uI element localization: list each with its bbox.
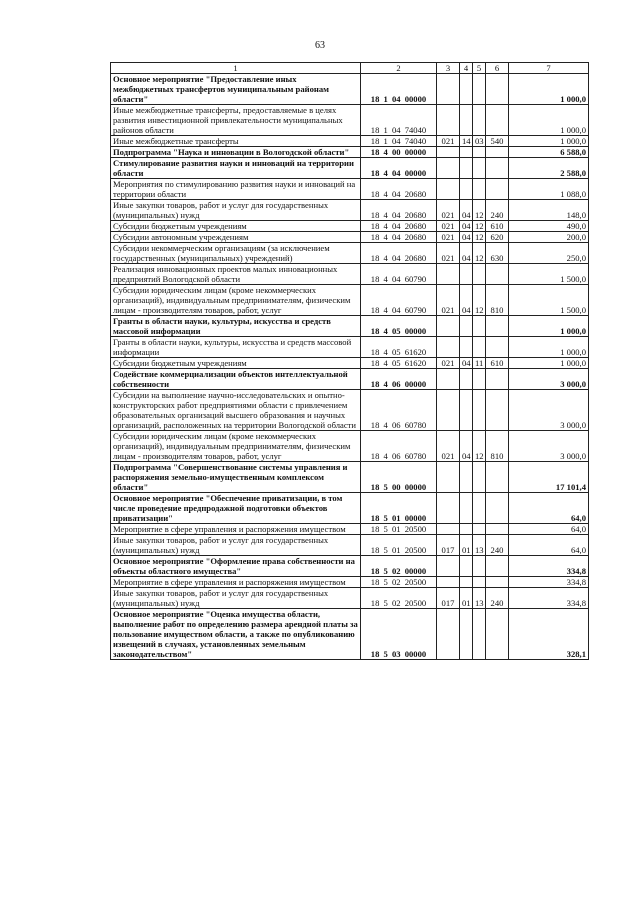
- row-code: 18 4 06 60780: [361, 431, 437, 462]
- row-section-code: [460, 369, 473, 390]
- column-header: 2: [361, 63, 437, 74]
- row-name: Иные закупки товаров, работ и услуг для государственных (муниципальных) нужд: [111, 535, 361, 556]
- row-expense-type: [486, 74, 509, 105]
- row-expense-type: 620: [486, 232, 509, 243]
- row-name: Подпрограмма "Совершенствование системы управления и распоряжения земельно-имущественным комплексом области": [111, 462, 361, 493]
- row-expense-type: 810: [486, 285, 509, 316]
- row-name: Субсидии юридическим лицам (кроме некоммерческих организаций), индивидуальным предпринимателям, физическим лицам - производителям товаров, работ, услуг: [111, 431, 361, 462]
- row-ministry-code: [437, 577, 460, 588]
- row-name: Субсидии бюджетным учреждениям: [111, 358, 361, 369]
- row-section-code: 04: [460, 431, 473, 462]
- row-name: Гранты в области науки, культуры, искусства и средств массовой информации: [111, 316, 361, 337]
- row-subsection-code: 11: [473, 358, 486, 369]
- table-header-row: [111, 63, 589, 74]
- row-amount: 1 000,0: [509, 136, 589, 147]
- row-ministry-code: [437, 369, 460, 390]
- row-name: Мероприятия по стимулированию развития науки и инноваций на территории области: [111, 179, 361, 200]
- row-code: 18 5 02 00000: [361, 556, 437, 577]
- row-name: Основное мероприятие "Предоставление иных межбюджетных трансфертов муниципальным районам области": [111, 74, 361, 105]
- row-name: Субсидии юридическим лицам (кроме некоммерческих организаций), индивидуальным предпринимателям, физическим лицам - производителям товаров, работ, услуг: [111, 285, 361, 316]
- table-row: [111, 556, 589, 577]
- row-amount: 1 000,0: [509, 74, 589, 105]
- row-section-code: [460, 609, 473, 660]
- row-name: Иные межбюджетные трансферты: [111, 136, 361, 147]
- row-ministry-code: [437, 147, 460, 158]
- row-code: 18 5 02 20500: [361, 588, 437, 609]
- row-section-code: 01: [460, 535, 473, 556]
- row-expense-type: 610: [486, 221, 509, 232]
- row-name: Стимулирование развития науки и инноваций на территории области: [111, 158, 361, 179]
- row-code: 18 4 05 61620: [361, 337, 437, 358]
- column-header: 4: [460, 63, 473, 74]
- column-header: 5: [473, 63, 486, 74]
- row-subsection-code: 12: [473, 221, 486, 232]
- row-name: Подпрограмма "Наука и инновации в Вологодской области": [111, 147, 361, 158]
- row-amount: 334,8: [509, 556, 589, 577]
- row-amount: 3 000,0: [509, 369, 589, 390]
- row-section-code: [460, 105, 473, 136]
- row-ministry-code: [437, 609, 460, 660]
- row-ministry-code: 021: [437, 136, 460, 147]
- row-name: Иные межбюджетные трансферты, предоставляемые в целях развития инвестиционной привлекательности муниципальных районов области: [111, 105, 361, 136]
- row-subsection-code: [473, 147, 486, 158]
- row-expense-type: 810: [486, 431, 509, 462]
- row-subsection-code: [473, 493, 486, 524]
- row-code: 18 4 06 00000: [361, 369, 437, 390]
- row-code: 18 4 06 60780: [361, 390, 437, 431]
- row-expense-type: 610: [486, 358, 509, 369]
- row-subsection-code: [473, 390, 486, 431]
- row-section-code: 01: [460, 588, 473, 609]
- row-subsection-code: [473, 524, 486, 535]
- row-code: 18 4 04 20680: [361, 200, 437, 221]
- row-code: 18 1 04 00000: [361, 74, 437, 105]
- row-ministry-code: 021: [437, 243, 460, 264]
- table-row: [111, 221, 589, 232]
- row-amount: 64,0: [509, 493, 589, 524]
- row-subsection-code: [473, 462, 486, 493]
- row-subsection-code: 13: [473, 588, 486, 609]
- row-subsection-code: [473, 369, 486, 390]
- row-ministry-code: [437, 493, 460, 524]
- row-section-code: [460, 264, 473, 285]
- row-name: Основное мероприятие "Обеспечение приватизации, в том числе проведение предпродажной подготовки объектов приватизации": [111, 493, 361, 524]
- table-row: [111, 200, 589, 221]
- table-row: [111, 390, 589, 431]
- row-expense-type: 630: [486, 243, 509, 264]
- row-subsection-code: 12: [473, 200, 486, 221]
- row-code: 18 5 03 00000: [361, 609, 437, 660]
- row-code: 18 4 04 60790: [361, 264, 437, 285]
- table-row: [111, 243, 589, 264]
- row-name: Основное мероприятие "Оценка имущества области, выполнение работ по определению размера арендной платы за пользование имуществом области, а также по опубликованию извещений в случаях, установленных земельным законодательством": [111, 609, 361, 660]
- row-subsection-code: [473, 74, 486, 105]
- table-row: [111, 609, 589, 660]
- row-amount: 148,0: [509, 200, 589, 221]
- row-subsection-code: [473, 179, 486, 200]
- row-section-code: [460, 493, 473, 524]
- row-section-code: [460, 337, 473, 358]
- row-section-code: 04: [460, 358, 473, 369]
- table-row: [111, 358, 589, 369]
- row-name: Мероприятие в сфере управления и распоряжения имуществом: [111, 577, 361, 588]
- row-ministry-code: 021: [437, 232, 460, 243]
- table-row: [111, 136, 589, 147]
- row-code: 18 4 05 61620: [361, 358, 437, 369]
- row-expense-type: [486, 577, 509, 588]
- row-subsection-code: [473, 556, 486, 577]
- row-name: Иные закупки товаров, работ и услуг для государственных (муниципальных) нужд: [111, 200, 361, 221]
- row-code: 18 5 02 20500: [361, 577, 437, 588]
- row-ministry-code: [437, 337, 460, 358]
- row-section-code: [460, 524, 473, 535]
- row-expense-type: [486, 316, 509, 337]
- row-amount: 250,0: [509, 243, 589, 264]
- page-number: 63: [315, 40, 325, 51]
- row-section-code: 04: [460, 285, 473, 316]
- row-amount: 200,0: [509, 232, 589, 243]
- row-code: 18 5 00 00000: [361, 462, 437, 493]
- row-amount: 334,8: [509, 577, 589, 588]
- row-name: Иные закупки товаров, работ и услуг для государственных (муниципальных) нужд: [111, 588, 361, 609]
- row-expense-type: [486, 264, 509, 285]
- row-name: Субсидии автономным учреждениям: [111, 232, 361, 243]
- row-amount: 328,1: [509, 609, 589, 660]
- row-section-code: [460, 390, 473, 431]
- row-code: 18 4 04 20680: [361, 179, 437, 200]
- row-code: 18 4 04 20680: [361, 232, 437, 243]
- row-code: 18 4 04 60790: [361, 285, 437, 316]
- row-ministry-code: [437, 74, 460, 105]
- row-code: 18 4 00 00000: [361, 147, 437, 158]
- table-row: [111, 524, 589, 535]
- row-amount: 1 000,0: [509, 316, 589, 337]
- row-name: Субсидии на выполнение научно-исследовательских и опытно-конструкторских работ предприятиями области с привлечением образовательных организаций высшего образования и научных организаций, расположенных на территории Вологодской области: [111, 390, 361, 431]
- row-code: 18 1 04 74040: [361, 136, 437, 147]
- table-row: [111, 337, 589, 358]
- row-amount: 3 000,0: [509, 390, 589, 431]
- table-row: [111, 462, 589, 493]
- row-ministry-code: 021: [437, 285, 460, 316]
- row-expense-type: [486, 179, 509, 200]
- row-section-code: [460, 556, 473, 577]
- row-expense-type: 240: [486, 200, 509, 221]
- row-amount: 334,8: [509, 588, 589, 609]
- row-ministry-code: 021: [437, 200, 460, 221]
- table-row: [111, 264, 589, 285]
- row-section-code: 04: [460, 221, 473, 232]
- row-ministry-code: 017: [437, 588, 460, 609]
- row-section-code: [460, 577, 473, 588]
- row-subsection-code: [473, 577, 486, 588]
- row-amount: 64,0: [509, 535, 589, 556]
- table-row: [111, 493, 589, 524]
- row-section-code: 04: [460, 232, 473, 243]
- row-code: 18 5 01 00000: [361, 493, 437, 524]
- row-subsection-code: [473, 105, 486, 136]
- row-amount: 490,0: [509, 221, 589, 232]
- column-header: 6: [486, 63, 509, 74]
- row-expense-type: [486, 390, 509, 431]
- row-code: 18 4 04 20680: [361, 221, 437, 232]
- budget-table: [110, 62, 589, 660]
- row-ministry-code: [437, 264, 460, 285]
- row-name: Основное мероприятие "Оформление права собственности на объекты областного имущества": [111, 556, 361, 577]
- row-amount: 17 101,4: [509, 462, 589, 493]
- row-subsection-code: [473, 316, 486, 337]
- row-expense-type: [486, 369, 509, 390]
- row-name: Гранты в области науки, культуры, искусства и средств массовой информации: [111, 337, 361, 358]
- table-row: [111, 588, 589, 609]
- row-ministry-code: 021: [437, 221, 460, 232]
- row-name: Реализация инновационных проектов малых инновационных предприятий Вологодской области: [111, 264, 361, 285]
- row-section-code: [460, 462, 473, 493]
- row-amount: 1 000,0: [509, 337, 589, 358]
- row-subsection-code: 12: [473, 243, 486, 264]
- row-code: 18 5 01 20500: [361, 535, 437, 556]
- column-header: 3: [437, 63, 460, 74]
- row-amount: 1 000,0: [509, 358, 589, 369]
- row-section-code: [460, 74, 473, 105]
- row-expense-type: 240: [486, 535, 509, 556]
- table-row: [111, 316, 589, 337]
- row-amount: 1 500,0: [509, 285, 589, 316]
- row-expense-type: [486, 609, 509, 660]
- column-header: 1: [111, 63, 361, 74]
- row-subsection-code: [473, 158, 486, 179]
- row-subsection-code: [473, 337, 486, 358]
- row-name: Содействие коммерциализации объектов интеллектуальной собственности: [111, 369, 361, 390]
- row-ministry-code: [437, 524, 460, 535]
- row-code: 18 4 05 00000: [361, 316, 437, 337]
- table-row: [111, 74, 589, 105]
- row-amount: 2 588,0: [509, 158, 589, 179]
- row-name: Мероприятие в сфере управления и распоряжения имуществом: [111, 524, 361, 535]
- table-row: [111, 147, 589, 158]
- row-expense-type: [486, 147, 509, 158]
- row-expense-type: [486, 493, 509, 524]
- row-amount: 6 588,0: [509, 147, 589, 158]
- table-row: [111, 285, 589, 316]
- row-code: 18 1 04 74040: [361, 105, 437, 136]
- table-row: [111, 179, 589, 200]
- row-subsection-code: [473, 609, 486, 660]
- table-row: [111, 369, 589, 390]
- table-row: [111, 431, 589, 462]
- row-section-code: [460, 158, 473, 179]
- row-expense-type: 240: [486, 588, 509, 609]
- row-section-code: [460, 147, 473, 158]
- row-section-code: 04: [460, 243, 473, 264]
- row-ministry-code: [437, 179, 460, 200]
- row-section-code: 04: [460, 200, 473, 221]
- row-code: 18 4 04 20680: [361, 243, 437, 264]
- row-ministry-code: [437, 105, 460, 136]
- row-ministry-code: 017: [437, 535, 460, 556]
- row-ministry-code: [437, 316, 460, 337]
- row-amount: 1 500,0: [509, 264, 589, 285]
- row-expense-type: [486, 524, 509, 535]
- row-subsection-code: 13: [473, 535, 486, 556]
- row-section-code: [460, 179, 473, 200]
- row-name: Субсидии бюджетным учреждениям: [111, 221, 361, 232]
- row-ministry-code: [437, 158, 460, 179]
- row-subsection-code: 03: [473, 136, 486, 147]
- row-expense-type: [486, 105, 509, 136]
- row-ministry-code: [437, 390, 460, 431]
- row-amount: 1 000,0: [509, 105, 589, 136]
- row-code: 18 5 01 20500: [361, 524, 437, 535]
- row-expense-type: 540: [486, 136, 509, 147]
- row-amount: 3 000,0: [509, 431, 589, 462]
- row-code: 18 4 04 00000: [361, 158, 437, 179]
- table-row: [111, 577, 589, 588]
- row-subsection-code: 12: [473, 232, 486, 243]
- row-expense-type: [486, 337, 509, 358]
- table-row: [111, 105, 589, 136]
- row-section-code: 14: [460, 136, 473, 147]
- row-expense-type: [486, 158, 509, 179]
- row-subsection-code: [473, 264, 486, 285]
- row-amount: 1 088,0: [509, 179, 589, 200]
- row-subsection-code: 12: [473, 431, 486, 462]
- table-row: [111, 158, 589, 179]
- row-name: Субсидии некоммерческим организациям (за исключением государственных (муниципальных) учреждений): [111, 243, 361, 264]
- table-row: [111, 232, 589, 243]
- column-header: 7: [509, 63, 589, 74]
- row-ministry-code: [437, 462, 460, 493]
- row-ministry-code: 021: [437, 431, 460, 462]
- row-expense-type: [486, 462, 509, 493]
- row-amount: 64,0: [509, 524, 589, 535]
- row-section-code: [460, 316, 473, 337]
- row-expense-type: [486, 556, 509, 577]
- row-subsection-code: 12: [473, 285, 486, 316]
- row-ministry-code: 021: [437, 358, 460, 369]
- table-row: [111, 535, 589, 556]
- row-ministry-code: [437, 556, 460, 577]
